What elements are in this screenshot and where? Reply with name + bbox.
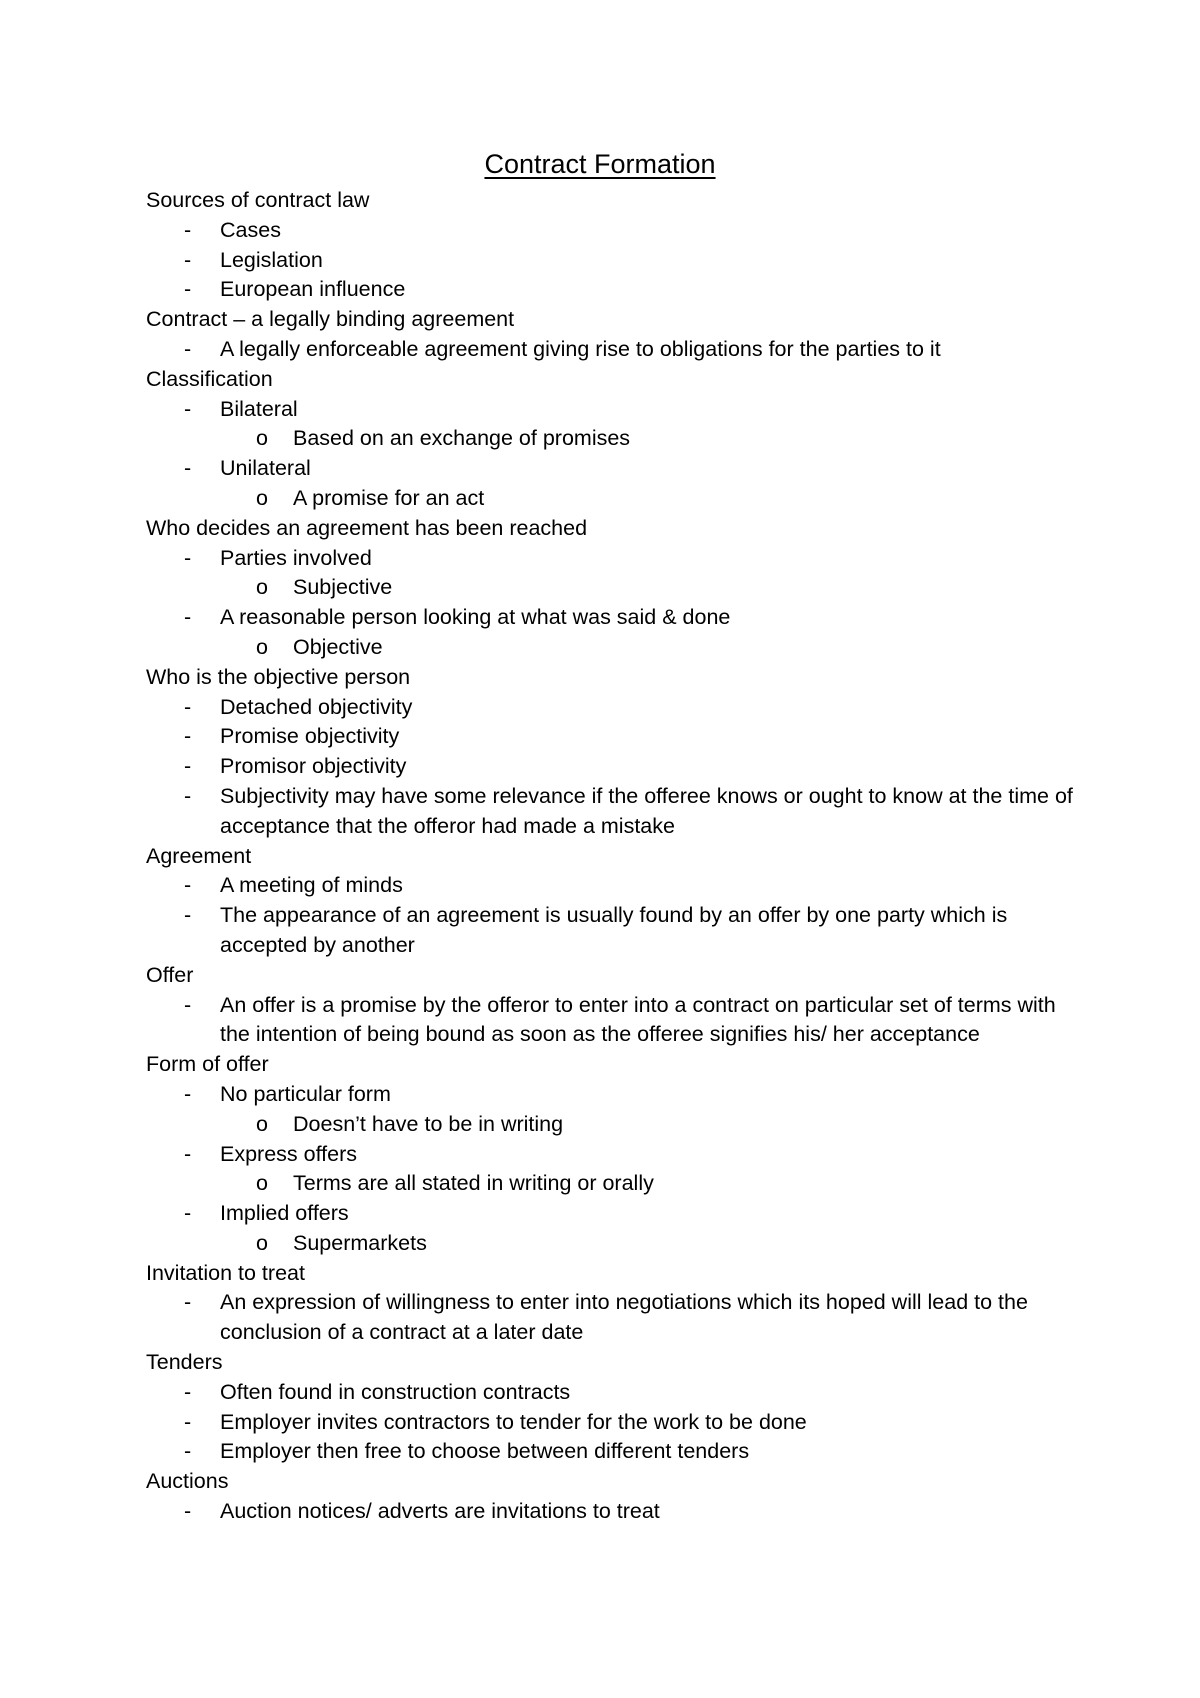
circle-bullet-icon: o [256, 1171, 268, 1196]
list-item-text: The appearance of an agreement is usually found by an offer by one party which is accepted by another [220, 903, 1008, 957]
list-item-text: An expression of willingness to enter into negotiations which its hoped will lead to the conclusion of a contract at a later date [220, 1290, 1028, 1345]
sub-list-item [146, 573, 1086, 603]
list-item-text: Unilateral [220, 456, 311, 481]
dash-bullet-icon: - [184, 1141, 192, 1166]
list-item [146, 1378, 1086, 1408]
dash-bullet-icon: - [184, 277, 192, 302]
dash-bullet-icon: - [184, 724, 192, 749]
list-item [146, 216, 1086, 246]
list-item [146, 335, 1086, 365]
page-title [0, 147, 1200, 181]
dash-bullet-icon: - [184, 605, 192, 630]
list-item [146, 1497, 1086, 1527]
circle-bullet-icon: o [256, 1230, 268, 1255]
sub-list-item-text: Subjective [293, 575, 393, 600]
list-item-text: Auction notices/ adverts are invitations to treat [220, 1499, 660, 1524]
dash-bullet-icon: - [184, 903, 192, 928]
dash-bullet-icon: - [184, 1201, 192, 1226]
circle-bullet-icon: o [256, 485, 268, 510]
list-item-text: Promisor objectivity [220, 754, 407, 779]
list-item [146, 752, 1086, 782]
dash-bullet-icon: - [184, 754, 192, 779]
list-item-text: A meeting of minds [220, 873, 403, 898]
page-title-text: Contract Formation [484, 149, 716, 179]
sub-list-item-text: Supermarkets [293, 1230, 427, 1255]
dash-bullet-icon: - [184, 873, 192, 898]
dash-bullet-icon: - [184, 1439, 192, 1464]
list-item-text: Express offers [220, 1141, 358, 1166]
dash-bullet-icon: - [184, 694, 192, 719]
list-item [146, 722, 1086, 752]
dash-bullet-icon: - [184, 1081, 192, 1106]
sub-list-item-text: A promise for an act [293, 485, 485, 510]
circle-bullet-icon: o [256, 426, 268, 451]
list-item-text: Subjectivity may have some relevance if the offeree knows or ought to know at the time of acceptance that the offeror had made a mistake [220, 783, 1073, 838]
circle-bullet-icon: o [256, 1111, 268, 1136]
list-item-text: Cases [220, 217, 281, 242]
list-item [146, 693, 1086, 723]
list-item [146, 1199, 1086, 1229]
section-heading: Classification [146, 366, 273, 391]
dash-bullet-icon: - [184, 247, 192, 272]
dash-bullet-icon: - [184, 1499, 192, 1524]
section-heading: Agreement [146, 843, 252, 868]
sub-list-item-text: Terms are all stated in writing or orally [293, 1171, 654, 1196]
section-heading: Who is the objective person [146, 664, 411, 689]
list-item [146, 544, 1086, 574]
sub-list-item [146, 484, 1086, 514]
list-item [146, 1080, 1086, 1110]
sub-list-item [146, 1110, 1086, 1140]
list-item [146, 1288, 1086, 1348]
dash-bullet-icon: - [184, 1379, 192, 1404]
list-item [146, 603, 1086, 633]
sub-list-item [146, 424, 1086, 454]
list-item [146, 901, 1086, 961]
list-item-text: Implied offers [220, 1201, 349, 1226]
list-item [146, 246, 1086, 276]
sub-list-item [146, 1229, 1086, 1259]
section-heading: Invitation to treat [146, 1260, 305, 1285]
list-item-text: Often found in construction contracts [220, 1379, 571, 1404]
section-heading: Form of offer [146, 1052, 269, 1077]
section-heading: Sources of contract law [146, 188, 370, 212]
list-item [146, 454, 1086, 484]
sub-list-item [146, 633, 1086, 663]
sub-list-item [146, 1169, 1086, 1199]
dash-bullet-icon: - [184, 456, 192, 481]
section-heading: Contract – a legally binding agreement [146, 307, 515, 332]
dash-bullet-icon: - [184, 1290, 192, 1315]
list-item [146, 1408, 1086, 1438]
dash-bullet-icon: - [184, 783, 192, 808]
dash-bullet-icon: - [184, 217, 192, 242]
dash-bullet-icon: - [184, 336, 192, 361]
list-item [146, 1140, 1086, 1170]
circle-bullet-icon: o [256, 575, 268, 600]
dash-bullet-icon: - [184, 992, 192, 1017]
list-item-text: A reasonable person looking at what was said & done [220, 605, 731, 630]
list-item-text: No particular form [220, 1081, 391, 1106]
list-item-text: A legally enforceable agreement giving rise to obligations for the parties to it [220, 336, 941, 361]
list-item-text: Detached objectivity [220, 694, 413, 719]
list-item [146, 1437, 1086, 1467]
list-item [146, 395, 1086, 425]
section-heading: Auctions [146, 1469, 229, 1494]
sub-list-item-text: Doesn’t have to be in writing [293, 1111, 564, 1136]
list-item-text: Promise objectivity [220, 724, 400, 749]
section-heading: Offer [146, 962, 194, 987]
list-item [146, 871, 1086, 901]
list-item-text: European influence [220, 277, 406, 302]
list-item-text: An offer is a promise by the offeror to enter into a contract on particular set of terms with the intention of being bound as soon as the offeree signifies his/ her acceptance [220, 992, 1056, 1047]
dash-bullet-icon: - [184, 545, 192, 570]
list-item-text: Employer invites contractors to tender for the work to be done [220, 1409, 807, 1434]
section-heading: Tenders [146, 1350, 223, 1375]
circle-bullet-icon: o [256, 634, 268, 659]
dash-bullet-icon: - [184, 1409, 192, 1434]
list-item-text: Legislation [220, 247, 323, 272]
list-item [146, 782, 1086, 842]
sub-list-item-text: Based on an exchange of promises [293, 426, 631, 451]
list-item [146, 275, 1086, 305]
dash-bullet-icon: - [184, 396, 192, 421]
list-item [146, 991, 1086, 1051]
list-item-text: Parties involved [220, 545, 372, 570]
list-item-text: Bilateral [220, 396, 298, 421]
section-heading: Who decides an agreement has been reached [146, 515, 588, 540]
list-item-text: Employer then free to choose between different tenders [220, 1439, 750, 1464]
sub-list-item-text: Objective [293, 634, 383, 659]
notes-body [146, 186, 1086, 1527]
